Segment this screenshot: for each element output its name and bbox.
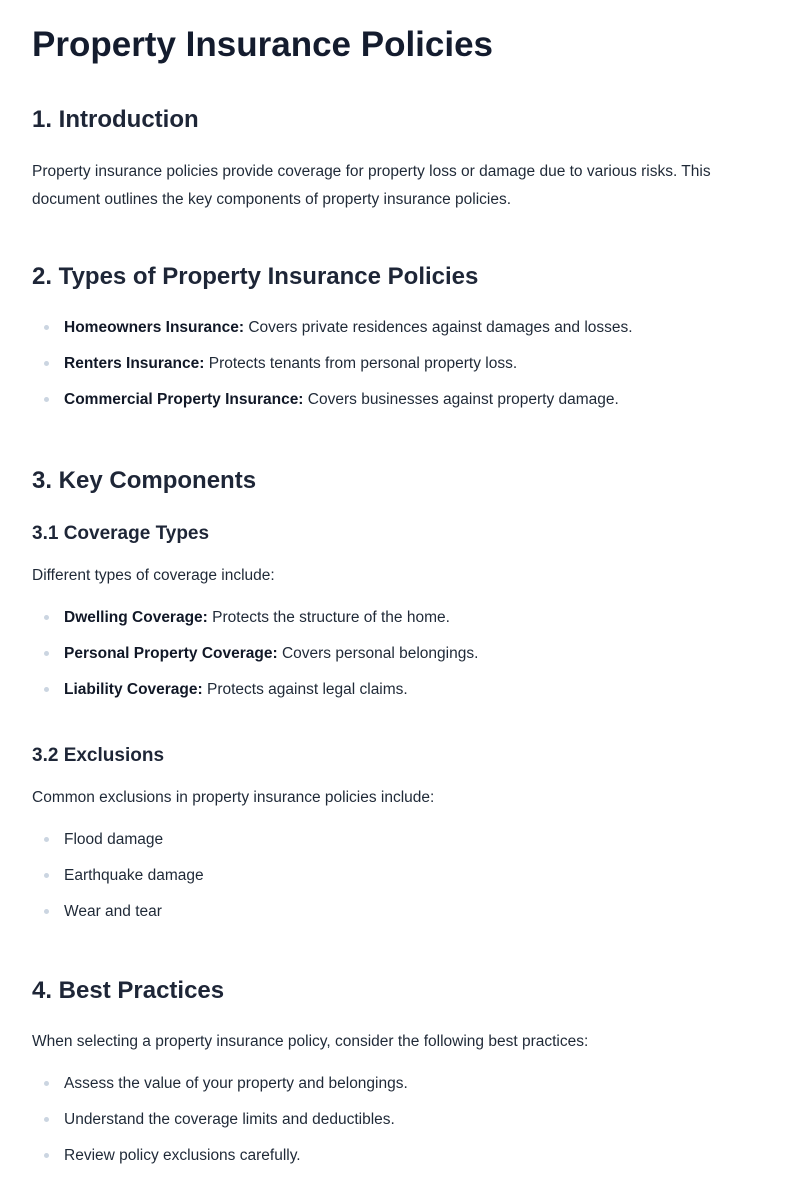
list-item-text: Earthquake damage [64, 867, 204, 884]
list-item-term: Dwelling Coverage: [64, 609, 208, 626]
bullet-icon [44, 1081, 49, 1086]
list-item-term: Renters Insurance: [64, 355, 205, 372]
list-item [32, 822, 768, 858]
list-item-text: Flood damage [64, 831, 164, 848]
list-item-desc: Protects the structure of the home. [207, 609, 450, 626]
bullet-icon [44, 361, 49, 366]
list-item [32, 858, 768, 894]
exclusions-paragraph: Common exclusions in property insurance policies include: [32, 789, 435, 806]
list-item [32, 600, 768, 636]
coverage-types-paragraph: Different types of coverage include: [32, 567, 275, 584]
list-item [32, 1066, 768, 1102]
best-practices-list [32, 1066, 768, 1174]
list-item [32, 636, 768, 672]
bullet-icon [44, 397, 49, 402]
introduction-paragraph: Property insurance policies provide coverage for property loss or damage due to various risks. This document outlines the key components of property insurance policies. [32, 163, 711, 208]
list-item-desc: Covers businesses against property damage. [303, 391, 619, 408]
best-practices-paragraph: When selecting a property insurance policy, consider the following best practices: [32, 1033, 589, 1050]
bullet-icon [44, 687, 49, 692]
list-item [32, 310, 768, 346]
list-item [32, 894, 768, 930]
section-heading-key-components: 3. Key Components [32, 467, 257, 494]
bullet-icon [44, 1117, 49, 1122]
subsection-heading-exclusions: 3.2 Exclusions [32, 745, 165, 766]
list-item-desc: Protects against legal claims. [202, 681, 408, 698]
section-heading-best-practices: 4. Best Practices [32, 977, 225, 1004]
exclusions-list [32, 822, 768, 930]
section-heading-policy-types: 2. Types of Property Insurance Policies [32, 263, 479, 290]
bullet-icon [44, 837, 49, 842]
list-item-text: Review policy exclusions carefully. [64, 1147, 301, 1164]
list-item-term: Homeowners Insurance: [64, 319, 245, 336]
list-item [32, 382, 768, 418]
bullet-icon [44, 873, 49, 878]
bullet-icon [44, 325, 49, 330]
bullet-icon [44, 909, 49, 914]
bullet-icon [44, 615, 49, 620]
coverage-types-list [32, 600, 768, 708]
list-item-desc: Protects tenants from personal property loss. [204, 355, 518, 372]
list-item-text: Wear and tear [64, 903, 162, 920]
list-item [32, 1102, 768, 1138]
bullet-icon [44, 651, 49, 656]
subsection-heading-coverage-types: 3.1 Coverage Types [32, 523, 210, 544]
bullet-icon [44, 1153, 49, 1158]
list-item-text: Assess the value of your property and belongings. [64, 1075, 408, 1092]
section-heading-introduction: 1. Introduction [32, 106, 199, 133]
list-item-term: Commercial Property Insurance: [64, 391, 304, 408]
policy-types-list [32, 310, 768, 418]
list-item [32, 346, 768, 382]
list-item-desc: Covers private residences against damages and losses. [244, 319, 633, 336]
list-item-term: Personal Property Coverage: [64, 645, 278, 662]
list-item [32, 1138, 768, 1174]
page-title: Property Insurance Policies [32, 25, 494, 64]
list-item-term: Liability Coverage: [64, 681, 203, 698]
list-item-desc: Covers personal belongings. [277, 645, 479, 662]
list-item-text: Understand the coverage limits and deductibles. [64, 1111, 395, 1128]
list-item [32, 672, 768, 708]
